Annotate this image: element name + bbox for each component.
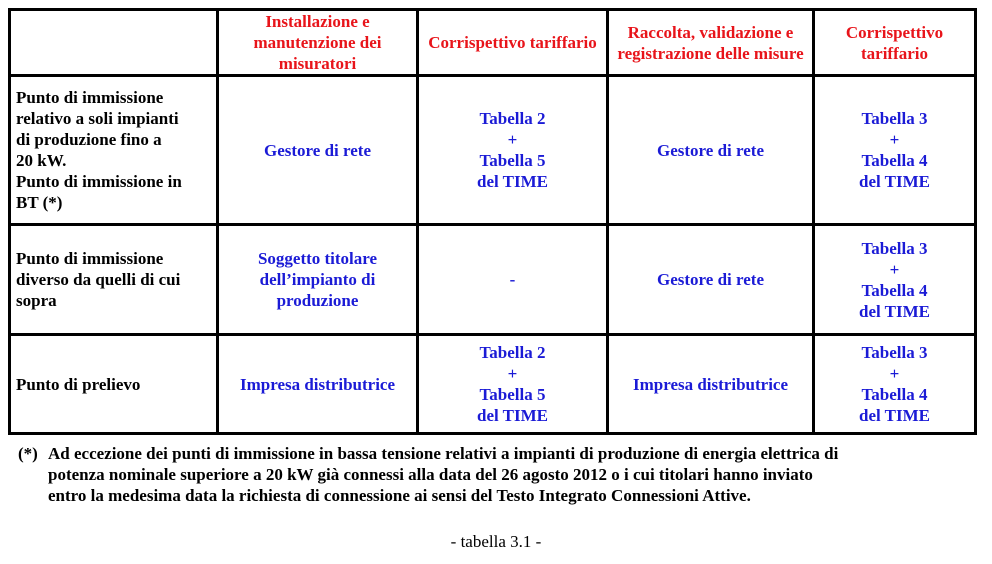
table-header-row [10, 10, 976, 76]
table-row [10, 335, 976, 434]
table-caption: - tabella 3.1 - [450, 532, 542, 551]
table-row [10, 76, 976, 225]
footnote-line: potenza nominale superiore a 20 kW già connessi alla data del 26 agosto 2012 o i cui titolari hanno inviato [48, 465, 813, 484]
cell-corrispettivo-2: Tabella 3 + Tabella 4 del TIME [814, 225, 976, 335]
footnote-text [48, 443, 978, 506]
cell-corrispettivo-1: Tabella 2 + Tabella 5 del TIME [418, 335, 608, 434]
header-installazione: Installazione e manutenzione dei misuratori [218, 10, 418, 76]
header-corrispettivo-1: Corrispettivo tariffario [418, 10, 608, 76]
cell-installazione: Gestore di rete [218, 76, 418, 225]
cell-corrispettivo-1: Tabella 2 + Tabella 5 del TIME [418, 76, 608, 225]
header-corrispettivo-2: Corrispettivo tariffario [814, 10, 976, 76]
header-raccolta: Raccolta, validazione e registrazione delle misure [608, 10, 814, 76]
footnote-line: entro la medesima data la richiesta di connessione ai sensi del Testo Integrato Connessioni Attive. [48, 486, 751, 505]
measurement-responsibility-table [8, 8, 977, 435]
cell-installazione: Impresa distributrice [218, 335, 418, 434]
row-label: Punto di prelievo [10, 335, 218, 434]
footnote-line: Ad eccezione dei punti di immissione in bassa tensione relativi a impianti di produzione di energia elettrica di [48, 444, 839, 463]
cell-corrispettivo-2: Tabella 3 + Tabella 4 del TIME [814, 335, 976, 434]
cell-raccolta: Gestore di rete [608, 76, 814, 225]
row-label: Punto di immissione relativo a soli impianti di produzione fino a 20 kW. Punto di immissione in BT (*) [10, 76, 218, 225]
cell-corrispettivo-1: - [418, 225, 608, 335]
cell-raccolta: Impresa distributrice [608, 335, 814, 434]
table-row [10, 225, 976, 335]
cell-raccolta: Gestore di rete [608, 225, 814, 335]
cell-installazione: Soggetto titolare dell’impianto di produzione [218, 225, 418, 335]
row-label: Punto di immissione diverso da quelli di cui sopra [10, 225, 218, 335]
footnote [18, 443, 978, 506]
header-empty-cell [10, 10, 218, 76]
footnote-mark: (*) [18, 444, 38, 463]
cell-corrispettivo-2: Tabella 3 + Tabella 4 del TIME [814, 76, 976, 225]
